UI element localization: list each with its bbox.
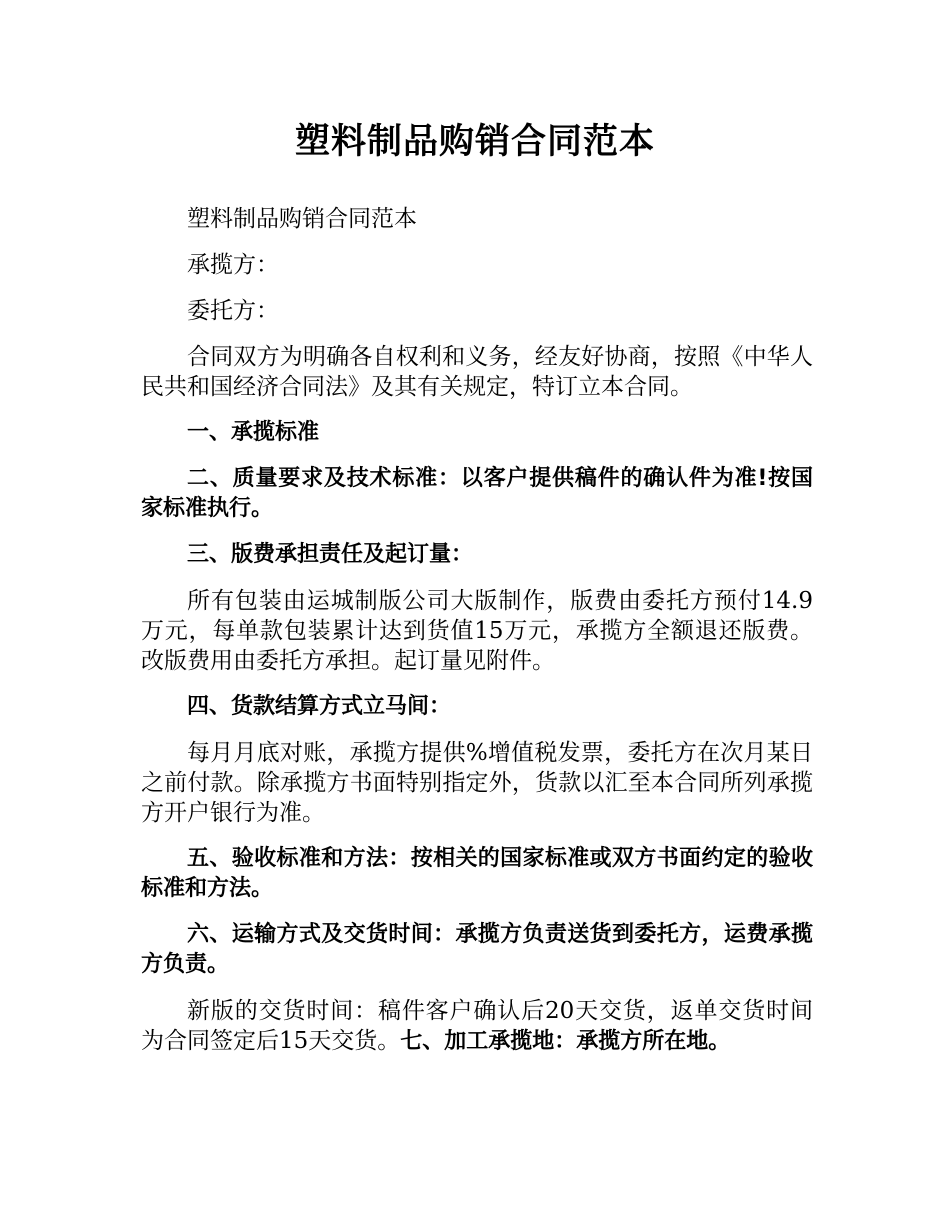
section-5-heading: 五、验收标准和方法：按相关的国家标准或双方书面约定的验收标准和方法。 bbox=[141, 846, 813, 901]
paragraph-client: 委托方： bbox=[187, 298, 279, 324]
paragraph-preamble: 合同双方为明确各自权利和义务，经友好协商，按照《中华人民共和国经济合同法》及其有关规定，特订立本合同。 bbox=[141, 344, 813, 400]
section-6-heading: 六、运输方式及交货时间：承揽方负责送货到委托方，运费承揽方负责。 bbox=[141, 922, 813, 977]
section-6-body bbox=[141, 996, 813, 1057]
section-4-body: 每月月底对账，承揽方提供%增值税发票，委托方在次月某日之前付款。除承揽方书面特别指定外，货款以汇至本合同所列承揽方开户银行为准。 bbox=[141, 740, 813, 826]
document-body bbox=[141, 204, 813, 1073]
document-title: 塑料制品购销合同范本 bbox=[294, 122, 655, 162]
section-4-heading: 四、货款结算方式立马间： bbox=[187, 694, 452, 719]
section-7-heading: 七、加工承揽地：承揽方所在地。 bbox=[400, 1029, 731, 1054]
section-1-heading: 一、承揽标准 bbox=[187, 420, 320, 445]
paragraph-heading-repeat: 塑料制品购销合同范本 bbox=[187, 206, 417, 232]
paragraph-contractor: 承揽方： bbox=[187, 252, 279, 278]
section-2-heading: 二、质量要求及技术标准：以客户提供稿件的确认件为准!按国家标准执行。 bbox=[141, 466, 813, 521]
delivery-time-text: 新版的交货时间：稿件客户确认后20天交货，返单交货时间为合同签定后15天交货。 bbox=[141, 998, 813, 1054]
section-3-heading: 三、版费承担责任及起订量： bbox=[187, 542, 474, 567]
section-3-body: 所有包装由运城制版公司大版制作，版费由委托方预付14.9万元，每单款包装累计达到货值15万元，承揽方全额退还版费。改版费用由委托方承担。起订量见附件。 bbox=[141, 588, 813, 674]
